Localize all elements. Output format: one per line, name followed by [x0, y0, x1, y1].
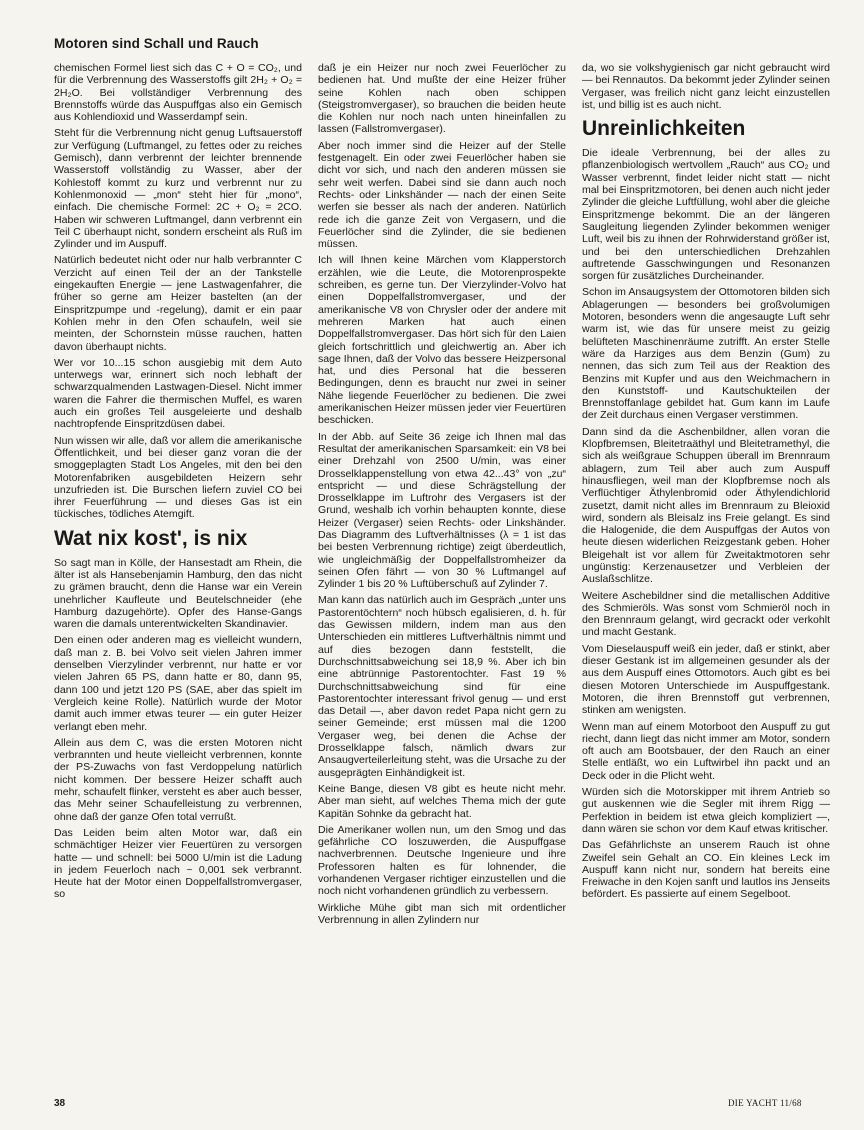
- paragraph: Schon im Ansaugsystem der Ottomotoren bilden sich Ablagerungen — besonders bei großvolumigen Motoren, besonders wenn die angesaugte Luft sehr warm ist, wie das für unsere meist zu geizig belüfteten Maschinenräume zutrifft. An erster Stelle wäre da Harziges aus dem Benzin (Gum) zu nennen, das sich zum Teil aus der Reaktion des Benzins mit Kupfer und aus den Weichmachern in den Kunststoff- und Kautschukteilen der Brennstoffanlage gebildet hat. Gum kann im Laufe der Zeit durchaus einen Vergaser verstimmen.: [582, 286, 830, 422]
- text-column-3: [582, 62, 830, 905]
- paragraph: So sagt man in Kölle, der Hansestadt am Rhein, die älter ist als Hansebenjamin Hamburg, den das nicht zu grämen braucht, denn die Hanse war ein Verein unehrlicher Kaufleute und Beutelschneider (ehe Hamburg dazugehörte). Opfer des Hanse-Gangs waren die damals unterentwickelten Skandinavier.: [54, 556, 302, 631]
- text-column-1: [54, 62, 302, 905]
- paragraph: Wirkliche Mühe gibt man sich mit ordentlicher Verbrennung in allen Zylindern nur: [318, 901, 566, 926]
- paragraph: daß je ein Heizer nur noch zwei Feuerlöcher zu bedienen hat. Und mußte der eine Heizer früher seine Kohlen nach oben schippen (Steigstromvergaser), so brauchen die beiden heute die Kohlen nur noch nach unten hineinfallen zu lassen (Fallstromvergaser).: [318, 62, 566, 136]
- paragraph: Keine Bange, diesen V8 gibt es heute nicht mehr. Aber man sieht, auf welches Thema mich der gute Kapitän Sohnke da gebracht hat.: [318, 782, 566, 820]
- paragraph: Das Gefährlichste an unserem Rauch ist ohne Zweifel sein Gehalt an CO. Ein kleines Leck im Auspuff kann nicht nur, sondern hat bereits eine Freiwache in den Kojen sanft und lautlos ins Jenseits befördert. Es passierte auf einem Segelboot.: [582, 839, 830, 901]
- paragraph: Weitere Aschebildner sind die metallischen Additive des Schmieröls. Was sonst vom Schmieröl noch in den Brennraum gelangt, wird gecrackt oder verkohlt und macht Gestank.: [582, 589, 830, 639]
- paragraph: Würden sich die Motorskipper mit ihrem Antrieb so gut auskennen wie die Segler mit ihrem Rigg — Perfektion in beidem ist etwa gleich kompliziert —, dann wären sie schon vor dem Kauf etwas kritischer.: [582, 786, 830, 835]
- section-heading: Wat nix kost', is nix: [54, 526, 248, 550]
- section-heading: Unreinlichkeiten: [582, 117, 746, 141]
- paragraph: Die ideale Verbrennung, bei der alles zu pflanzenbiologisch wertvollem „Rauch“ aus CO₂ und Wasser verbrennt, findet leider nicht statt — nicht mal bei Einspritzmotoren, bei denen auch nicht jeder Zylinder die gleiche Luftfüllung, wohl aber die gleiche Einspritzmenge bekommt. Die an der längeren Saugleitung liegenden Zylinder bekommen weniger Luft, weil bis zu ihnen der Rohrwiderstand größer ist, und bei den unterschiedlichen Drehzahlen auftretende Gasschwingungen und Resonanzen sorgen für zusätzliches Durcheinander.: [582, 147, 830, 283]
- paragraph: Man kann das natürlich auch im Gespräch „unter uns Pastorentöchtern“ noch hübsch egalisieren, d. h. für das Gewissen mildern, indem man aus den Unterschieden ein mittleres Luftverhältnis nimmt und auf dies bezogen dann feststellt, die Durchschnittsabweichung sei 18,9 %. Aber ich bin eine abtrünnige Pastorentochter. Fast 19 % Durchschnittsabweichung sind für eine Pastorentochter interessant frivol genug — und erst das Detail —, aber davon redet Papa nicht gern zu seiner Gemeinde; erst müssen mal die 1200 Vergaser weg, bei denen die Achse der Drosselklappe falsch, nämlich dwars zur Ansaugverteilerleitung steht, was die Ursache zu der ausgeprägten Einhändigkeit ist.: [318, 594, 566, 779]
- text-column-2: [318, 62, 566, 930]
- paragraph: Ich will Ihnen keine Märchen vom Klapperstorch erzählen, wie die Leute, die Motorenprospekte schreiben, es gerne tun. Der Vierzylinder-Volvo hat einen Doppelfallstromvergaser, und der amerikanische V8 von Chrysler oder der andere mit mehreren Marken hat auch einen Doppelfallstromvergaser. Das hört sich für den Laien gleich fortschrittlich und gleichwertig an. Aber ich sage Ihnen, daß der Volvo das bessere Heizpersonal hat, und dies Personal hat die besseren Bedingungen, denn es braucht nur zwei in seiner Nähe liegende Feuerlöcher zu bedienen. Die zwei amerikanischen Heizer müssen jeder vier Feuertüren beschicken.: [318, 254, 567, 427]
- paragraph: Natürlich bedeutet nicht oder nur halb verbrannter C Verzicht auf einen Teil der an der Tankstelle eingekauften Energie — jene Lastwagenfahrer, die früher so gerne am Heizer bastelten (an der Einspritzpumpe und -regelung), damit er ein paar Kohlen mehr in den Ofen schaufeln, weil sie meinten, der Schornstein müsse rauchen, hatten davon überhaupt nichts.: [54, 254, 302, 353]
- paragraph: Das Leiden beim alten Motor war, daß ein schmächtiger Heizer vier Feuertüren zu versorgen hatte — und schnell: bei 5000 U/min ist die Ladung in jedem Feuerloch nach ~ 0,001 sek verbrannt. Heute hat der Motor einen Doppelfallstromvergaser, so: [54, 826, 302, 901]
- magazine-issue: DIE YACHT 11/68: [728, 1098, 802, 1108]
- paragraph: Die Amerikaner wollen nun, um den Smog und das gefährliche CO loszuwerden, die Auspuffgase nachverbrennen. Deutsche Ingenieure und ihre Professoren halten es für lohnender, die vorhandenen Vergaser richtiger einzustellen und die noch nicht vorhandenen gründlich zu verbessern.: [318, 823, 566, 898]
- running-header: Motoren sind Schall und Rauch: [54, 36, 259, 51]
- paragraph: Wenn man auf einem Motorboot den Auspuff zu gut riecht, dann liegt das nicht immer am Motor, sondern oft auch am Bootsbauer, der den Rauch an einer Stelle entläßt, wo ein Luftwirbel ihn packt und an Deck oder in die Plicht weht.: [582, 720, 830, 782]
- paragraph: Nun wissen wir alle, daß vor allem die amerikanische Öffentlichkeit, und bei dieser ganz voran die der smoggeplagten Stadt Los Angeles, mit den bei den Motorenfabriken ausgebildeten Heizern sehr unzufrieden ist. Die Burschen liefern zuviel CO bei ihrer Feuerführung — und dieses Gas ist ein tückisches, tödliches Atemgift.: [54, 434, 302, 521]
- paragraph: Aber noch immer sind die Heizer auf der Stelle festgenagelt. Ein oder zwei Feuerlöcher haben sie dicht vor sich, und nach den anderen müssen sie sehr weit werfen. Dabei sind sie dann auch noch Rechts- oder Linkshänder — nach der einen Seite werfen sie besser als nach der anderen. Natürlich rede ich die ganze Zeit von Vergasern, und die Feuerlöcher sind die Zylinder, die sie bedienen müssen.: [318, 139, 566, 251]
- paragraph: chemischen Formel liest sich das C + O = CO₂, und für die Verbrennung des Wasserstoffs gilt 2H₂ + O₂ = 2H₂O. Bei vollständiger Verbrennung des Brennstoffs würde das Auspuffgas also ein Gemisch aus Kohlendioxid und Wasserdampf sein.: [54, 62, 302, 124]
- paragraph: Dann sind da die Aschenbildner, allen voran die Klopfbremsen, Bleitetraäthyl und Bleitetramethyl, die sich als weißgraue Schuppen überall im Brennraum ablagern, zum Teil aber auch zum Auspuff hinausfliegen, weil man der Klopfbremse noch als Verflüchtiger Äthylenbromid oder Äthylendichlorid zusetzt, damit nicht alles im Brennraum zu Bleioxid wird, sondern als Bleisalz ins Freie gelangt. Es sind die Halogenide, die dem Auspuffgas der Autos von heute diesen widerlichen Reizgestank geben. Hoher Bleigehalt ist vor allem für Zweitaktmotoren sehr ungünstig: Kerzenausetzer und Verbleien der Auslaßschlitze.: [582, 425, 830, 586]
- paragraph: In der Abb. auf Seite 36 zeige ich Ihnen mal das Resultat der amerikanischen Sparsamkeit: ein V8 bei einer Drehzahl von 2500 U/min, was einer Drosselklappenstellung von etwa 42...43° von „zu“ entspricht — und diese Schrägstellung der Drosselklappe im Luftrohr des Vergasers ist der Grund, weshalb ich vorhin behaupten konnte, diese Heizer (Vergaser) seien Rechts- oder Linkshänder. Das Diagramm des Luftverhältnisses (λ = 1 ist das bei besten Verbrennung richtige) zeigt überdeutlich, wie ungleichmäßig der Doppelfallstromheizer da seinen Ofen fährt — von 30 % Luftmangel auf Zylinder 1 bis 20 % Luftüberschuß auf Zylinder 7.: [318, 430, 566, 591]
- paragraph: Wer vor 10...15 schon ausgiebig mit dem Auto unterwegs war, erinnert sich noch lebhaft der schwarzqualmenden Lastwagen-Diesel. Nicht immer waren die Fahrer die thermischen Muffel, es waren auch ein großes Teil ausgeleierte und deshalb nachtropfende Einspritzdüsen dabei.: [54, 356, 302, 431]
- paragraph: da, wo sie volkshygienisch gar nicht gebraucht wird — bei Rennautos. Da bekommt jeder Zylinder seinen Vergaser, was freilich nicht ganz leicht einzustellen ist, und billig ist es auch nicht.: [582, 62, 830, 111]
- paragraph: Steht für die Verbrennung nicht genug Luftsauerstoff zur Verfügung (Luftmangel, zu fettes oder zu reiches Gemisch), dann verbrennt der leichter brennende Wasserstoff vollständig zu Wasser, aber der Kohlestoff kommt zu kurz und verbrennt nur zu Kohlenmonoxid — „mon“ steht hier für „mono“, einfach. Die chemische Formel: 2C + O₂ = 2CO. Haben wir schweren Luftmangel, dann verbrennt ein Teil C überhaupt nicht, sondern erscheint als Ruß im Zylinder und im Auspuff.: [54, 127, 302, 251]
- paragraph: Vom Dieselauspuff weiß ein jeder, daß er stinkt, aber dieser Gestank ist im allgemeinen gesunder als der aus dem Auspuff eines Ottomotors. Auch gibt es bei diesen Motoren Unterschiede im Auspuffgestank. Motoren, die ihren Brennstoff gut verbrennen, stinken am wenigsten.: [582, 642, 830, 717]
- paragraph: Allein aus dem C, was die ersten Motoren nicht verbrannten und heute vielleicht verbrennen, konnte der PS-Zuwachs von fast Verdoppelung natürlich nicht kommen. Der bessere Heizer schafft auch mehr, schaufelt flinker, versteht es aber auch besser, das Mehr seiner Schaufelleistung zu verbrennen, ohne daß der ganze Ofen total verrußt.: [54, 736, 302, 823]
- page-number: 38: [54, 1098, 66, 1109]
- paragraph: Den einen oder anderen mag es vielleicht wundern, daß man z. B. bei Volvo seit vielen Jahren immer denselben Vierzylinder verbrennt, nur hatte er vor vielen Jahren 65 PS, dann hatte er 80, dann 95, dann 100 und jetzt 120 PS (SAE, aber das spielt im Vergleich keine Rolle). Natürlich wurde der Motor damit auch immer etwas teurer — ein guter Heizer verlangt eben mehr.: [54, 634, 302, 733]
